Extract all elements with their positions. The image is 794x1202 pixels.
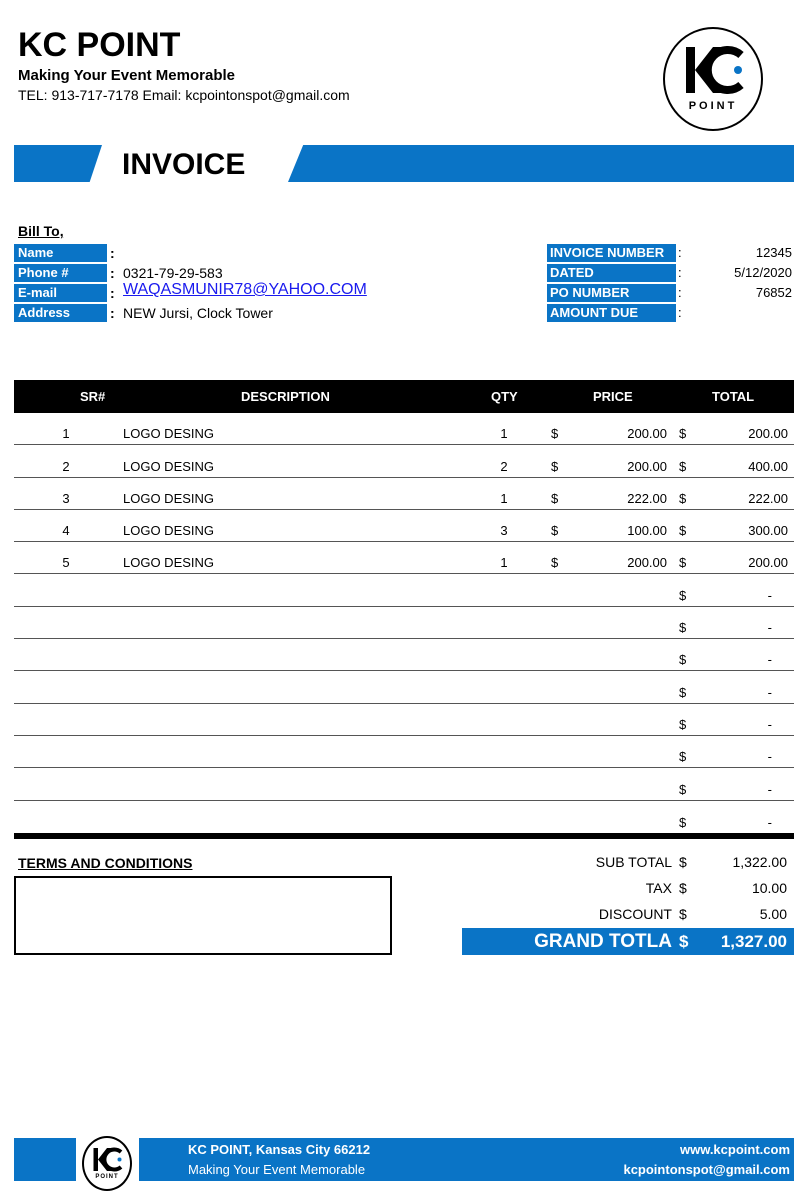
cell-sr: 2 <box>62 458 70 474</box>
company-name: KC POINT <box>18 26 181 64</box>
meta-label: PO NUMBER <box>547 284 676 302</box>
cell-total: 400.00 <box>748 458 788 474</box>
terms-box[interactable] <box>14 876 392 955</box>
cell-description: LOGO DESING <box>123 555 215 571</box>
footer-tagline: Making Your Event Memorable <box>188 1162 366 1177</box>
table-row-empty[interactable] <box>14 801 794 833</box>
cell-currency: $ <box>679 555 687 571</box>
cell-qty: 1 <box>500 426 508 442</box>
bill-label: Name <box>14 244 107 262</box>
meta-amount-due <box>547 304 792 323</box>
title-band-right <box>288 145 794 182</box>
table-row-empty[interactable] <box>14 639 794 671</box>
meta-colon: : <box>678 285 682 300</box>
bill-label: Address <box>14 304 107 322</box>
grand-total-value: 1,327.00 <box>720 932 787 951</box>
col-header-qty: QTY <box>491 389 518 404</box>
table-bottom-rule <box>14 833 794 839</box>
cell-currency: $ <box>679 458 687 474</box>
table-row[interactable] <box>14 542 794 574</box>
summary-label: TAX <box>645 880 672 896</box>
summary-label: SUB TOTAL <box>595 854 672 870</box>
meta-label: AMOUNT DUE <box>547 304 676 322</box>
summary-discount <box>462 903 794 925</box>
col-header-description: DESCRIPTION <box>241 389 330 404</box>
cell-currency: $ <box>679 490 687 506</box>
cell-total: 200.00 <box>748 426 788 442</box>
summary-label: DISCOUNT <box>598 906 672 922</box>
company-logo <box>663 27 763 131</box>
cell-price: 100.00 <box>627 523 667 539</box>
table-row[interactable] <box>14 413 794 445</box>
footer-logo-word: POINT <box>95 1174 119 1180</box>
bill-to-heading: Bill To, <box>18 223 64 239</box>
cell-total: - <box>767 814 772 830</box>
cell-price: 200.00 <box>627 426 667 442</box>
cell-currency: $ <box>551 523 559 539</box>
meta-colon: : <box>678 245 682 260</box>
cell-currency: $ <box>679 620 687 636</box>
summary-sub-total <box>462 851 794 873</box>
footer-bar <box>139 1138 794 1181</box>
cell-currency: $ <box>551 458 559 474</box>
cell-currency: $ <box>551 555 559 571</box>
title-band-left <box>14 145 102 182</box>
kc-logo-icon <box>683 43 745 97</box>
col-header-sr: SR# <box>80 389 106 404</box>
cell-currency: $ <box>679 781 687 797</box>
table-body <box>14 413 794 833</box>
invoice-title: INVOICE <box>122 148 246 181</box>
cell-total: 300.00 <box>748 523 788 539</box>
summary-currency: $ <box>679 932 689 951</box>
meta-label: DATED <box>547 264 676 282</box>
cell-total: - <box>767 749 772 765</box>
table-row[interactable] <box>14 510 794 542</box>
bill-phone-value[interactable]: 0321-79-29-583 <box>123 265 223 281</box>
bill-colon: : <box>110 265 115 281</box>
company-contact: TEL: 913-717-7178 Email: kcpointonspot@gmail.com <box>18 87 350 103</box>
table-row-empty[interactable] <box>14 574 794 606</box>
table-row-empty[interactable] <box>14 704 794 736</box>
bill-label: Phone # <box>14 264 107 282</box>
footer-accent-block <box>14 1138 76 1181</box>
kc-logo-icon <box>92 1146 123 1173</box>
cell-qty: 1 <box>500 555 508 571</box>
meta-po-number <box>547 284 792 303</box>
bill-label: E-mail <box>14 284 107 302</box>
bill-email-link[interactable]: WAQASMUNIR78@YAHOO.COM <box>123 281 367 298</box>
summary-value: 10.00 <box>751 880 787 896</box>
grand-total-label: GRAND TOTLA <box>534 931 672 952</box>
cell-description: LOGO DESING <box>123 458 215 474</box>
table-row[interactable] <box>14 478 794 510</box>
table-row-empty[interactable] <box>14 671 794 703</box>
cell-currency: $ <box>679 523 687 539</box>
summary-tax <box>462 877 794 899</box>
cell-total: - <box>767 716 772 732</box>
cell-total: - <box>767 587 772 603</box>
cell-qty: 3 <box>500 523 508 539</box>
summary-value: 5.00 <box>759 906 787 922</box>
cell-sr: 4 <box>62 523 70 539</box>
bill-colon: : <box>110 245 115 261</box>
cell-currency: $ <box>679 814 687 830</box>
cell-sr: 3 <box>62 490 70 506</box>
cell-currency: $ <box>551 490 559 506</box>
cell-sr: 5 <box>62 555 70 571</box>
cell-total: - <box>767 781 772 797</box>
cell-total: 200.00 <box>748 555 788 571</box>
summary-currency: $ <box>679 880 687 896</box>
table-row[interactable] <box>14 445 794 477</box>
footer-address: KC POINT, Kansas City 66212 <box>188 1142 371 1157</box>
col-header-price: PRICE <box>593 389 633 404</box>
cell-qty: 1 <box>500 490 508 506</box>
cell-currency: $ <box>679 652 687 668</box>
summary-currency: $ <box>679 906 687 922</box>
summary-grand-total <box>462 928 794 955</box>
cell-description: LOGO DESING <box>123 523 215 539</box>
bill-colon: : <box>110 305 115 321</box>
bill-colon: : <box>110 285 115 301</box>
cell-description: LOGO DESING <box>123 426 215 442</box>
footer-email-link[interactable]: kcpointonspot@gmail.com <box>623 1162 790 1177</box>
meta-dated <box>547 264 792 283</box>
meta-colon: : <box>678 265 682 280</box>
cell-currency: $ <box>679 426 687 442</box>
terms-heading: TERMS AND CONDITIONS <box>18 855 193 871</box>
table-row-empty[interactable] <box>14 736 794 768</box>
cell-currency: $ <box>679 684 687 700</box>
meta-value[interactable]: 76852 <box>755 285 792 300</box>
logo-word: POINT <box>688 100 738 112</box>
cell-total: - <box>767 620 772 636</box>
cell-currency: $ <box>551 426 559 442</box>
cell-sr: 1 <box>62 426 70 442</box>
cell-price: 200.00 <box>627 555 667 571</box>
cell-currency: $ <box>679 716 687 732</box>
table-header <box>14 380 794 413</box>
table-row-empty[interactable] <box>14 607 794 639</box>
table-row-empty[interactable] <box>14 768 794 800</box>
footer-website-link[interactable]: www.kcpoint.com <box>679 1142 790 1157</box>
cell-description: LOGO DESING <box>123 490 215 506</box>
summary-value: 1,322.00 <box>732 854 787 870</box>
cell-qty: 2 <box>500 458 508 474</box>
cell-total: - <box>767 652 772 668</box>
cell-currency: $ <box>679 749 687 765</box>
col-header-total: TOTAL <box>712 389 755 404</box>
cell-total: 222.00 <box>748 490 788 506</box>
footer-logo <box>82 1136 132 1191</box>
cell-price: 200.00 <box>627 458 667 474</box>
meta-value[interactable]: 5/12/2020 <box>734 265 792 280</box>
summary-currency: $ <box>679 854 687 870</box>
cell-price: 222.00 <box>627 490 667 506</box>
meta-label: INVOICE NUMBER <box>547 244 676 262</box>
meta-value[interactable]: 12345 <box>755 245 792 260</box>
cell-total: - <box>767 684 772 700</box>
company-tagline: Making Your Event Memorable <box>18 67 235 84</box>
meta-colon: : <box>678 305 682 320</box>
bill-address-value[interactable]: NEW Jursi, Clock Tower <box>123 305 273 321</box>
meta-invoice-number <box>547 244 792 263</box>
cell-currency: $ <box>679 587 687 603</box>
